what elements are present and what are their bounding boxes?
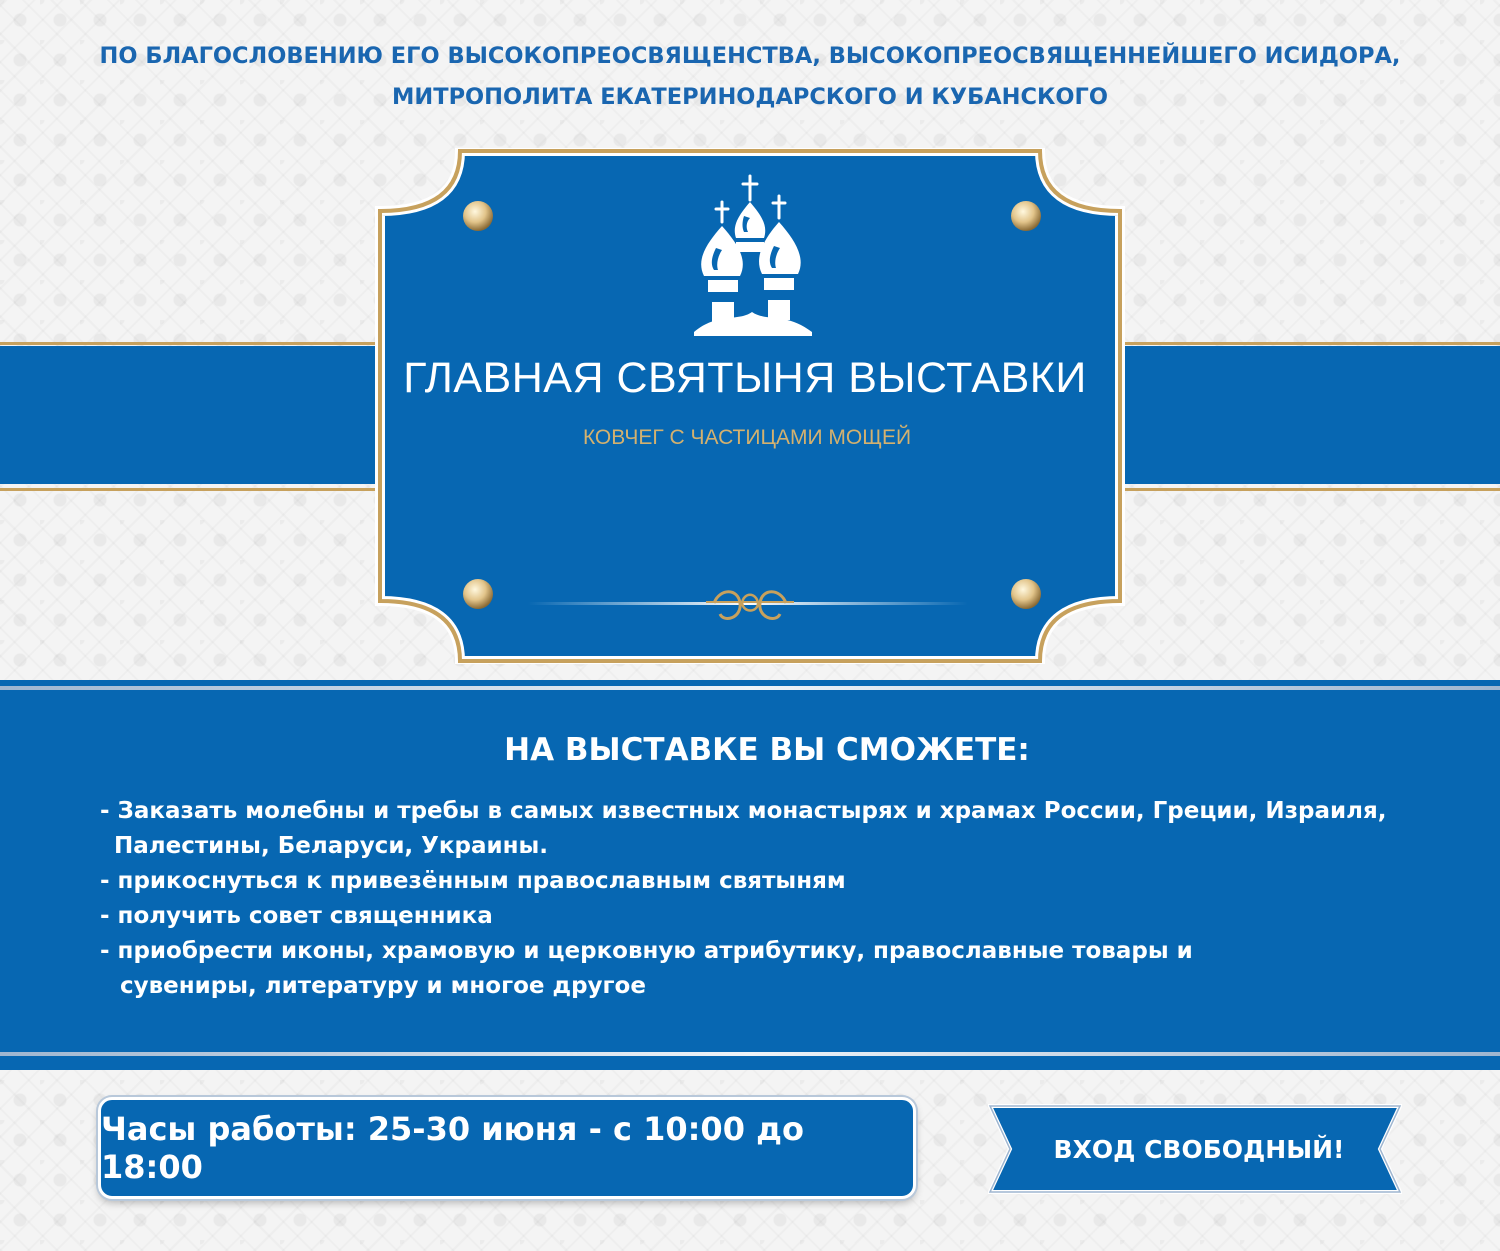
- rivet-bottom-left: [463, 579, 493, 609]
- free-entry-text: ВХОД СВОБОДНЫЙ!: [1053, 1134, 1345, 1164]
- list-item: - Заказать молебны и требы в самых известных монастырях и храмах России, Греции, Израиля,: [100, 798, 1387, 824]
- plaque-subtitle: КОВЧЕГ С ЧАСТИЦАМИ МОЩЕЙ: [582, 426, 912, 449]
- church-domes-icon: [688, 172, 818, 340]
- list-item: - прикоснуться к привезённым православным святыням: [100, 868, 846, 894]
- rivet-top-left: [463, 201, 493, 231]
- plaque-title: ГЛАВНАЯ СВЯТЫНЯ ВЫСТАВКИ: [403, 354, 1087, 402]
- list-item: сувениры, литературу и многое другое: [120, 973, 646, 999]
- blessing-line-1: ПО БЛАГОСЛОВЕНИЮ ЕГО ВЫСОКОПРЕОСВЯЩЕНСТВА, ВЫСОКОПРЕОСВЯЩЕННЕЙШЕГО ИСИДОРА,: [99, 43, 1401, 69]
- blessing-line-2: МИТРОПОЛИТА ЕКАТЕРИНОДАРСКОГО И КУБАНСКОГО: [392, 84, 1108, 110]
- list-item: Палестины, Беларуси, Украины.: [114, 833, 549, 859]
- list-item: - приобрести иконы, храмовую и церковную атрибутику, православные товары и: [100, 938, 1193, 964]
- rivet-top-right: [1011, 201, 1041, 231]
- blessing-header: [0, 36, 1500, 118]
- features-title: НА ВЫСТАВКЕ ВЫ СМОЖЕТЕ:: [504, 732, 1030, 768]
- rivet-bottom-right: [1011, 579, 1041, 609]
- features-list: [100, 794, 1440, 1004]
- working-hours-text: Часы работы: 25-30 июня - с 10:00 до 18:00: [101, 1110, 804, 1186]
- working-hours-box: [98, 1097, 916, 1199]
- list-item: - получить совет священника: [100, 903, 493, 929]
